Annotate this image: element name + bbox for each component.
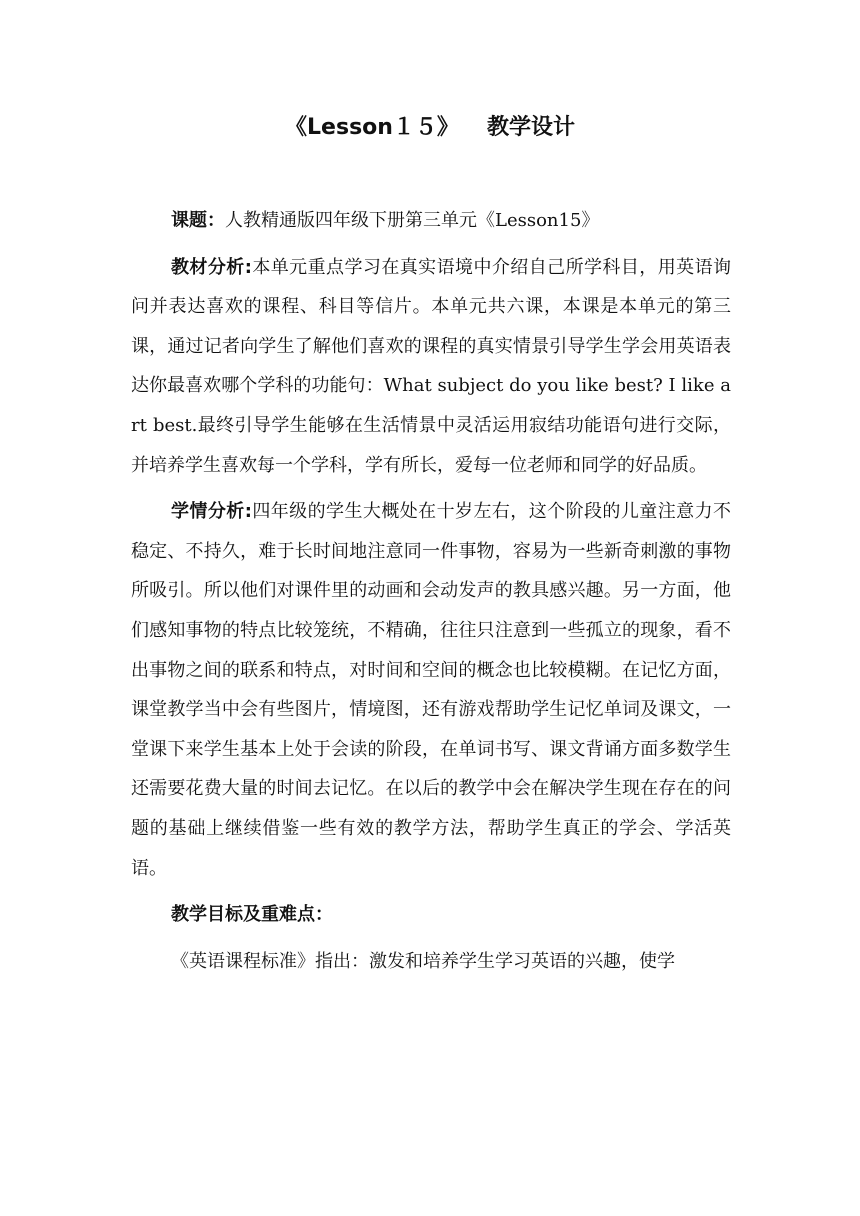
- paragraph-curriculum-standard: [131, 942, 731, 982]
- title-sub: 教学设计: [486, 115, 575, 140]
- label-objectives: 教学目标及重难点：: [171, 904, 333, 926]
- label-student-analysis: 学情分析:: [171, 501, 252, 523]
- text-topic: 人教精通版四年级下册第三单元《Lesson15》: [225, 210, 600, 231]
- document-body: [131, 201, 731, 988]
- document-title: [0, 108, 860, 148]
- paragraph-objectives-heading: [131, 895, 731, 935]
- text-curriculum-standard: 《英语课程标准》指出：激发和培养学生学习英语的兴趣，使学: [171, 950, 675, 972]
- paragraph-topic: [131, 201, 731, 241]
- title-main: 《Lesson１５》: [285, 115, 459, 140]
- paragraph-student-analysis: [131, 492, 731, 888]
- label-material-analysis: 教材分析:: [171, 256, 252, 278]
- text-material-analysis: 本单元重点学习在真实语境中介绍自己所学科目，用英语询问并表达喜欢的课程、科目等信片。本单元共六课，本课是本单元的第三课，通过记者向学生了解他们喜欢的课程的真实情景引导学生学会用英语表达你最喜欢哪个学科的功能句：What subject do you like best? I like art best.最终引导学生能够在生活情景中灵活运用寂结功能语句进行交际，并培养学生喜欢每一个学科，学有所长，爱每一位老师和同学的好品质。: [131, 256, 731, 476]
- label-topic: 课题：: [171, 210, 225, 231]
- text-student-analysis: 四年级的学生大概处在十岁左右，这个阶段的儿童注意力不稳定、不持久，难于长时间地注意同一件事物，容易为一些新奇刺激的事物所吸引。所以他们对课件里的动画和会动发声的教具感兴趣。另一方面，他们感知事物的特点比较笼统，不精确，往往只注意到一些孤立的现象，看不出事物之间的联系和特点，对时间和空间的概念也比较模糊。在记忆方面，课堂教学当中会有些图片，情境图，还有游戏帮助学生记忆单词及课文，一堂课下来学生基本上处于会读的阶段，在单词书写、课文背诵方面多数学生还需要花费大量的时间去记忆。在以后的教学中会在解决学生现在存在的问题的基础上继续借鉴一些有效的教学方法，帮助学生真正的学会、学活英语。: [131, 501, 731, 879]
- paragraph-material-analysis: [131, 248, 731, 486]
